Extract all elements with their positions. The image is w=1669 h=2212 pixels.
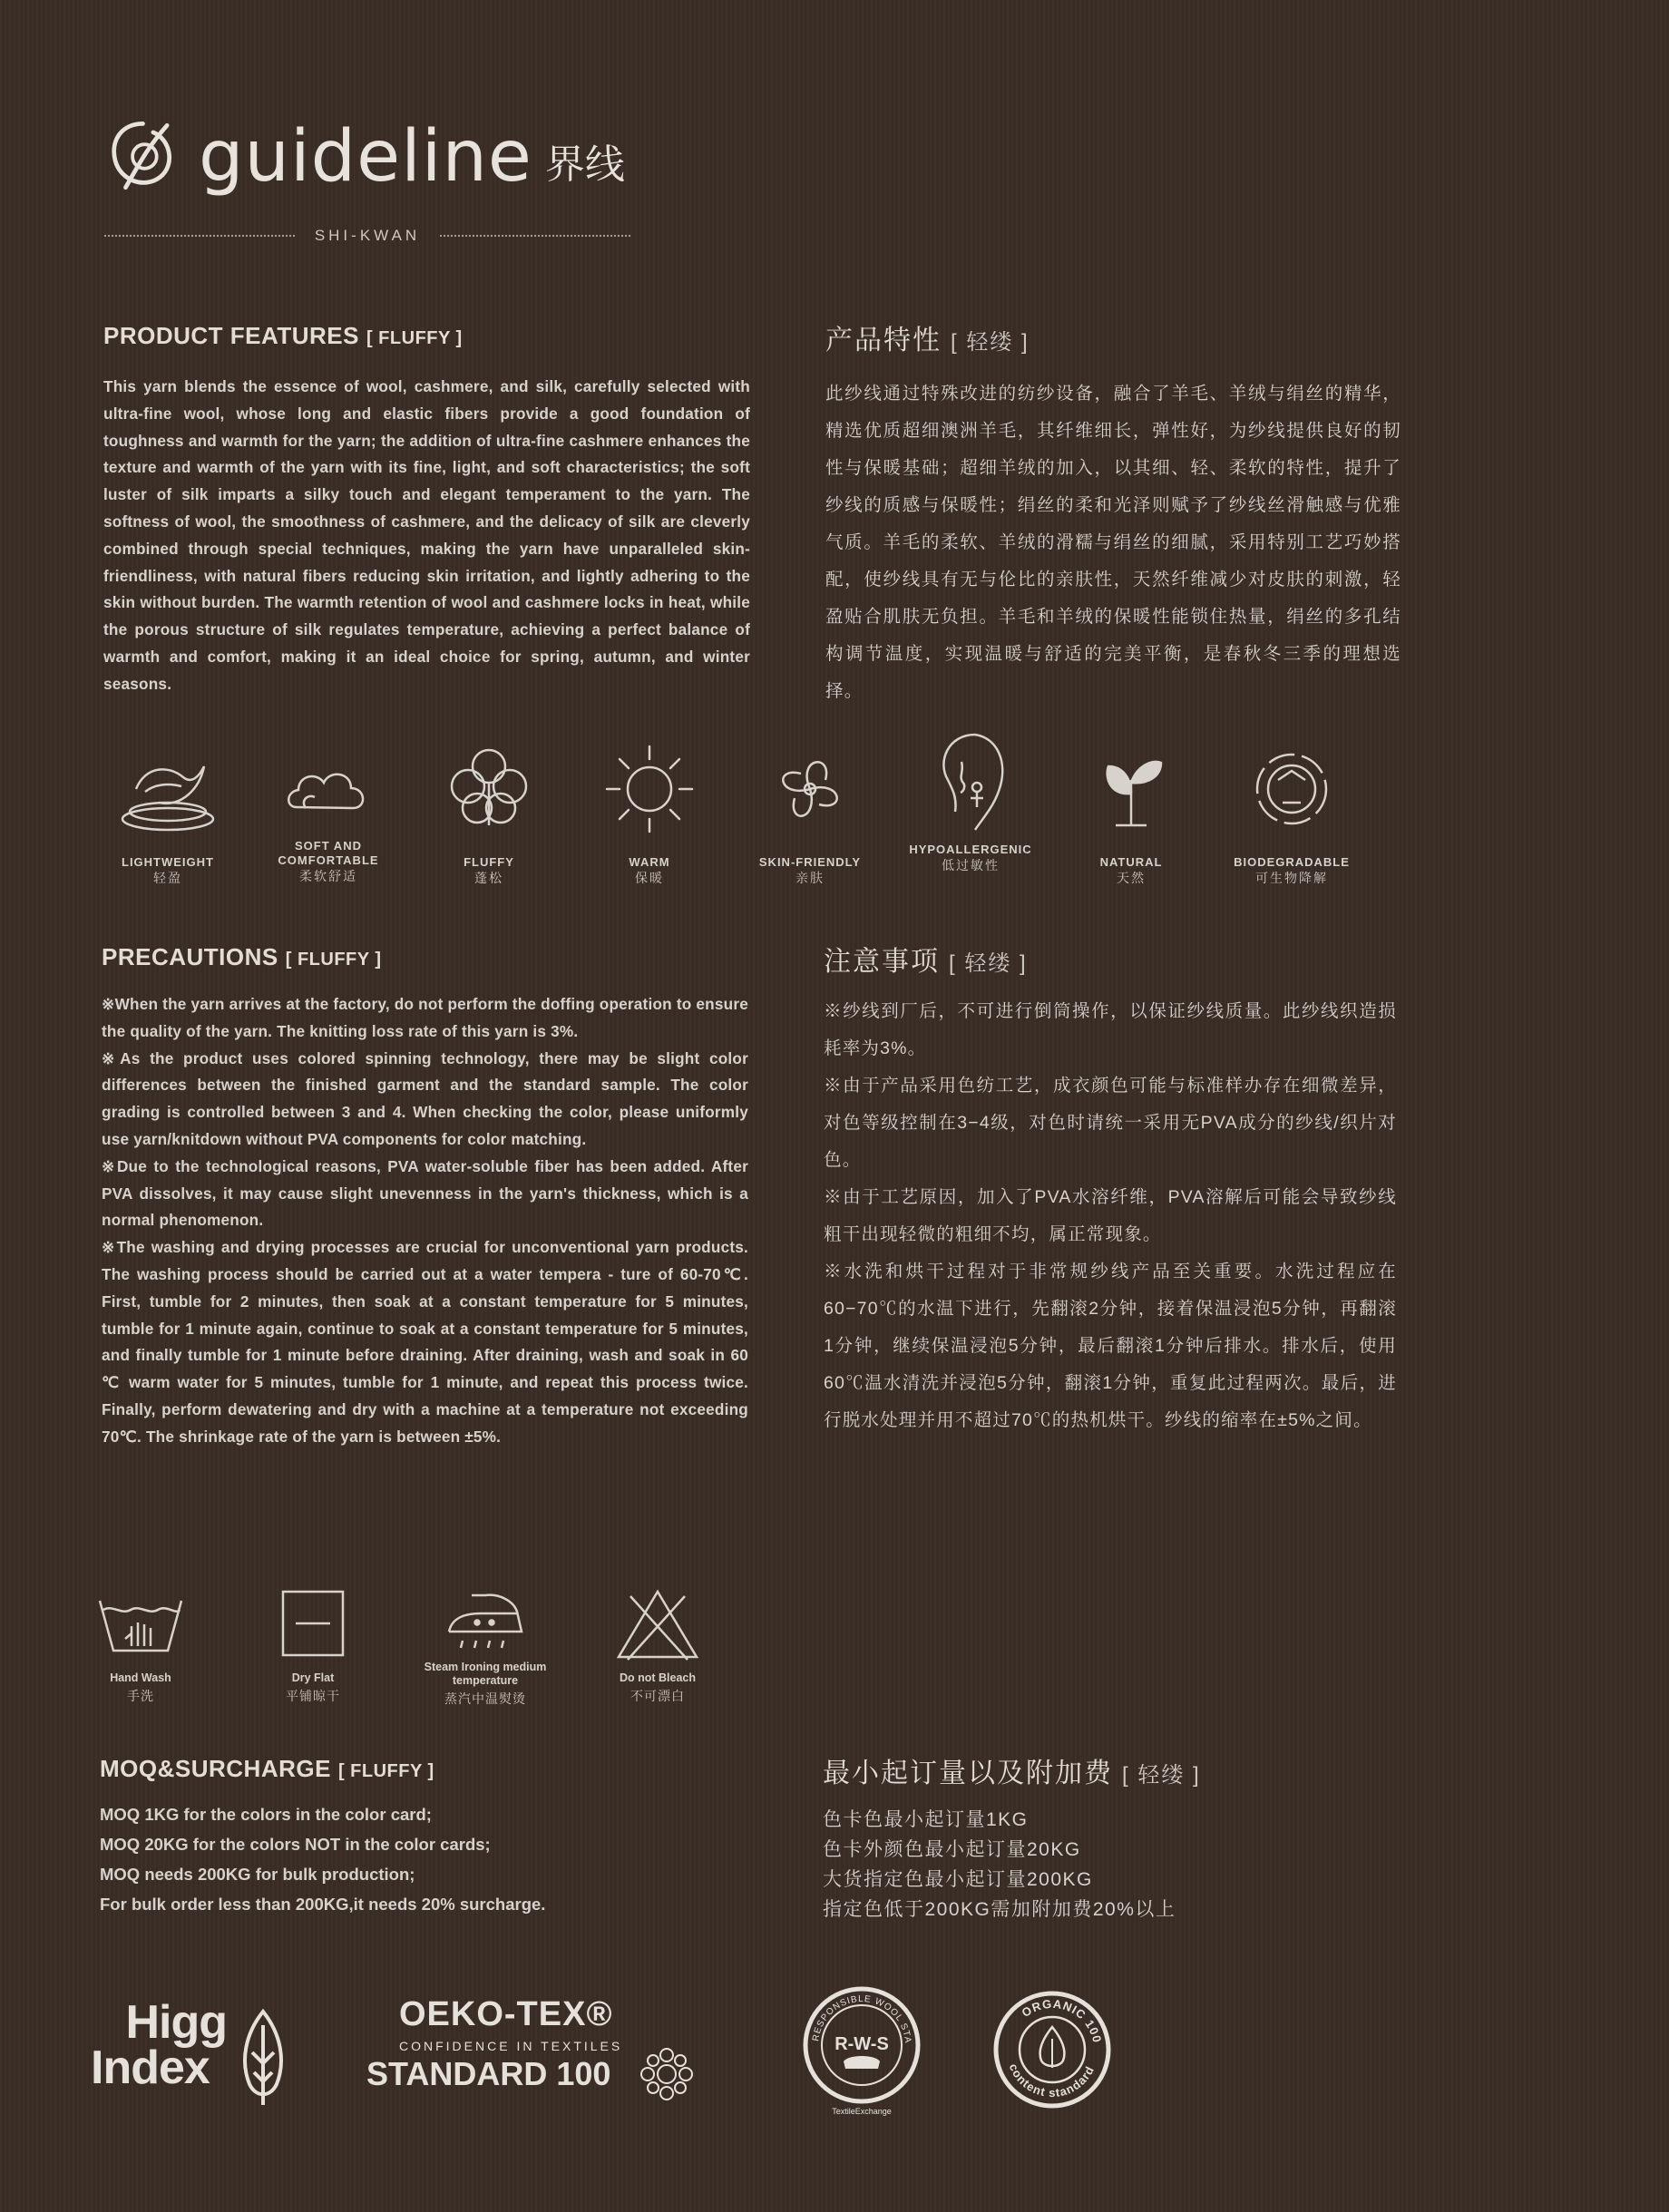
- feature-hypoallergenic: [893, 726, 1048, 873]
- feature-lightweight: [91, 739, 245, 886]
- precaution-en-3: ※Due to the technological reasons, PVA water-soluble fiber has been added. After PVA dissolves, it may cause slight unevenness in the yarn's thickness, which is a normal phenomenon.: [102, 1156, 748, 1230]
- feature-label-cn: 柔软舒适: [299, 869, 357, 883]
- svg-text:R-W-S: R-W-S: [834, 2034, 889, 2054]
- higg-index-logo: Higg Index: [91, 2000, 299, 2118]
- precautions-en-section: [102, 943, 748, 1451]
- leaf-icon: [236, 2007, 290, 2107]
- hand-wash-icon: [91, 1583, 190, 1664]
- organic-seal-icon: [989, 1986, 1116, 2113]
- no-bleach-icon: [608, 1583, 708, 1664]
- moq-en-section: [100, 1755, 747, 1919]
- features-cn-section: [825, 317, 1401, 710]
- feature-label-en: BIODEGRADABLE: [1234, 855, 1350, 869]
- flower-icon: [760, 739, 860, 839]
- feature-soft: [251, 739, 405, 884]
- feature-label-en: LIGHTWEIGHT: [122, 855, 214, 869]
- precaution-en-1: ※When the yarn arrives at the factory, do not perform the doffing operation to ensure the quality of the yarn. The knitting loss rate of this yarn is 3%.: [102, 995, 748, 1040]
- care-icons-row: [54, 1583, 744, 1728]
- features-cn-body: 此纱线通过特殊改进的纺纱设备，融合了羊毛、羊绒与绢丝的精华，精选优质超细澳洲羊毛，其纤维细长，弹性好，为纱线提供良好的韧性与保暖基础；超细羊绒的加入，以其细、轻、柔软的特性，提升了纱线的质感与保暖性；绢丝的柔和光泽则赋予了纱线丝滑触感与优雅气质。羊毛的柔软、羊绒的滑糯与绢丝的细腻，采用特别工艺巧妙搭配，使纱线具有无与伦比的亲肤性，天然纤维减少对皮肤的刺激，轻盈贴合肌肤无负担。羊毛和羊绒的保暖性能锁住热量，绢丝的多孔结构调节温度，实现温暖与舒适的完美平衡，是春秋冬三季的理想选择。: [825, 384, 1401, 701]
- feature-label-cn: 蓬松: [474, 871, 503, 885]
- care-label-cn: 不可漂白: [630, 1689, 685, 1703]
- moq-cn-line: 色卡外颜色最小起订量20KG: [823, 1839, 1081, 1860]
- precaution-cn-2: ※由于产品采用色纺工艺，成衣颜色可能与标准样办存在细微差异，对色等级控制在3−4级，对色时请统一采用无PVA成分的纱线/织片对色。: [824, 1076, 1397, 1170]
- feature-icons-row: [91, 739, 1361, 911]
- brand-name-cn: 界线: [544, 141, 625, 188]
- feature-label-en: SKIN-FRIENDLY: [758, 855, 862, 869]
- feature-label-en: HYPOALLERGENIC: [909, 843, 1032, 856]
- feature-label-cn: 低过敏性: [942, 858, 1000, 872]
- tagline-text: SHI-KWAN: [314, 227, 421, 244]
- care-label-cn: 蒸汽中温熨烫: [444, 1691, 526, 1706]
- care-steam-iron: [399, 1575, 571, 1708]
- moq-cn-title: 最小起订量以及附加费 [ 轻缕 ]: [823, 1759, 1201, 1788]
- svg-text:ORGANIC 100: ORGANIC 100: [1019, 1996, 1105, 2045]
- feature-label-en: NATURAL: [1099, 855, 1163, 869]
- cloud-icon: [278, 739, 378, 839]
- divider: [104, 235, 295, 237]
- svg-text:content standard: content standard: [1006, 2061, 1098, 2100]
- rws-seal-icon: [798, 1982, 925, 2118]
- sprout-icon: [1081, 739, 1181, 839]
- moq-en-line: MOQ needs 200KG for bulk production;: [100, 1865, 415, 1884]
- brand-logo: [100, 113, 625, 200]
- brand-name: guideline: [199, 115, 532, 198]
- divider: [440, 235, 630, 237]
- precaution-en-2: ※As the product uses colored spinning technology, there may be slight color differences between the finished garment and the standard sample. The color grading is controlled between 3 and 4. When checking the color, please uniformly use yarn/knitdown without PVA components for color matching.: [102, 1048, 748, 1148]
- moq-en-line: MOQ 20KG for the colors NOT in the color cards;: [100, 1835, 491, 1854]
- rws-logo: [798, 1982, 925, 2118]
- features-cn-title: 产品特性 [ 轻缕 ]: [825, 326, 1030, 356]
- care-label-cn: 手洗: [127, 1689, 154, 1703]
- precaution-cn-1: ※纱线到厂后，不可进行倒筒操作，以保证纱线质量。此纱线织造损耗率为3%。: [824, 1001, 1397, 1058]
- oeko-tex-flower-icon: [635, 2042, 698, 2106]
- precaution-cn-3: ※由于工艺原因，加入了PVA水溶纤维，PVA溶解后可能会导致纱线粗干出现轻微的粗细不均，属正常现象。: [824, 1187, 1397, 1244]
- features-en-section: [103, 322, 750, 698]
- feature-skin-friendly: [733, 739, 887, 886]
- moq-cn-line: 色卡色最小起订量1KG: [823, 1809, 1029, 1830]
- care-label-cn: 平铺晾干: [286, 1689, 340, 1703]
- moq-cn-line: 大货指定色最小起订量200KG: [823, 1869, 1093, 1890]
- features-en-title: PRODUCT FEATURES [ FLUFFY ]: [103, 322, 463, 349]
- precautions-cn-title: 注意事项 [ 轻缕 ]: [824, 947, 1028, 977]
- precautions-en-title: PRECAUTIONS [ FLUFFY ]: [102, 943, 382, 970]
- precautions-cn-section: [824, 939, 1397, 1439]
- feature-label-cn: 亲肤: [795, 871, 825, 885]
- feature-label-cn: 保暖: [635, 871, 664, 885]
- feature-warm: [572, 739, 727, 886]
- moq-en-line: For bulk order less than 200KG,it needs 20% surcharge.: [100, 1895, 546, 1914]
- moq-en-title: MOQ&SURCHARGE [ FLUFFY ]: [100, 1755, 434, 1782]
- feature-label-cn: 天然: [1117, 871, 1146, 885]
- care-label-en: Dry Flat: [291, 1671, 335, 1684]
- moq-cn-section: [823, 1750, 1403, 1925]
- care-no-bleach: [571, 1583, 744, 1705]
- feature-biodegradable: [1215, 739, 1369, 886]
- cotton-icon: [439, 739, 539, 839]
- feature-label-en: FLUFFY: [464, 855, 514, 869]
- care-dry-flat: [227, 1583, 399, 1705]
- care-hand-wash: [54, 1583, 227, 1705]
- steam-iron-icon: [435, 1575, 535, 1657]
- feature-label-en: WARM: [629, 855, 670, 869]
- precaution-en-4: ※The washing and drying processes are crucial for unconventional yarn products. The washing process should be carried out at a water tempera - ture of 60-70℃. First, tumble for 2 minutes, then soak at a constant temperature for 5 minutes, tumble for 1 minute again, continue to soak at a constant temperature for 5 minutes, and finally tumble for 1 minute before draining. After draining, wash and soak in 60 ℃ warm water for 5 minutes, tumble for 1 minute, and repeat this process twice. Finally, perform dewatering and dry with a machine at a temperature not exceeding 70℃. The shrinkage rate of the yarn is between ±5%.: [102, 1238, 748, 1446]
- features-en-body: This yarn blends the essence of wool, cashmere, and silk, carefully selected with ultra-fine wool, whose long and elastic fibers provide a good foundation of toughness and warmth for the yarn; the addition of ultra-fine cashmere enhances the texture and warmth of the yarn with its fine, light, and soft characteristics; the soft luster of silk imparts a silky touch and elegant temperament to the yarn. The softness of wool, the smoothness of cashmere, and the delicacy of silk are cleverly combined through special techniques, making the yarn have unparalleled skin-friendliness, with natural fibers reducing skin irritation, and lightly adhering to the skin without burden. The warmth retention of wool and cashmere locks in heat, while the porous structure of silk regulates temperature, achieving a perfect balance of warmth and comfort, making it an ideal choice for spring, autumn, and winter seasons.: [103, 377, 750, 693]
- oeko-tex-logo: OEKO-TEX® CONFIDENCE IN TEXTILES STANDARD 100: [363, 1995, 708, 2122]
- care-label-en: Steam Ironing medium temperature: [424, 1661, 547, 1687]
- organic-100-logo: [989, 1986, 1116, 2113]
- moq-en-line: MOQ 1KG for the colors in the color card;: [100, 1805, 432, 1824]
- sun-icon: [600, 739, 699, 839]
- feature-label-en: SOFT AND COMFORTABLE: [278, 839, 379, 867]
- feather-icon: [118, 739, 218, 839]
- svg-text:RESPONSIBLE WOOL STANDARD: RESPONSIBLE WOOL STA: [811, 1993, 913, 2044]
- recycle-icon: [1242, 739, 1342, 839]
- feature-natural: [1054, 739, 1208, 886]
- brand-tagline: [104, 227, 630, 245]
- brand-mark-icon: [100, 113, 186, 200]
- feature-label-cn: 轻盈: [153, 871, 182, 885]
- feature-fluffy: [412, 739, 566, 886]
- dry-flat-icon: [263, 1583, 363, 1664]
- care-label-en: Hand Wash: [110, 1671, 171, 1684]
- face-icon: [921, 726, 1020, 839]
- care-label-en: Do not Bleach: [619, 1671, 697, 1684]
- svg-text:TextileExchange: TextileExchange: [832, 2107, 892, 2116]
- moq-cn-line: 指定色低于200KG需加附加费20%以上: [823, 1899, 1176, 1920]
- feature-label-cn: 可生物降解: [1255, 871, 1328, 885]
- precaution-cn-4: ※水洗和烘干过程对于非常规纱线产品至关重要。水洗过程应在60−70℃的水温下进行，先翻滚2分钟，接着保温浸泡5分钟，再翻滚1分钟，继续保温浸泡5分钟，最后翻滚1分钟后排水。排水后，使用60℃温水清洗并浸泡5分钟，翻滚1分钟，重复此过程两次。最后，进行脱水处理并用不超过70℃的热机烘干。纱线的缩率在±5%之间。: [824, 1262, 1397, 1430]
